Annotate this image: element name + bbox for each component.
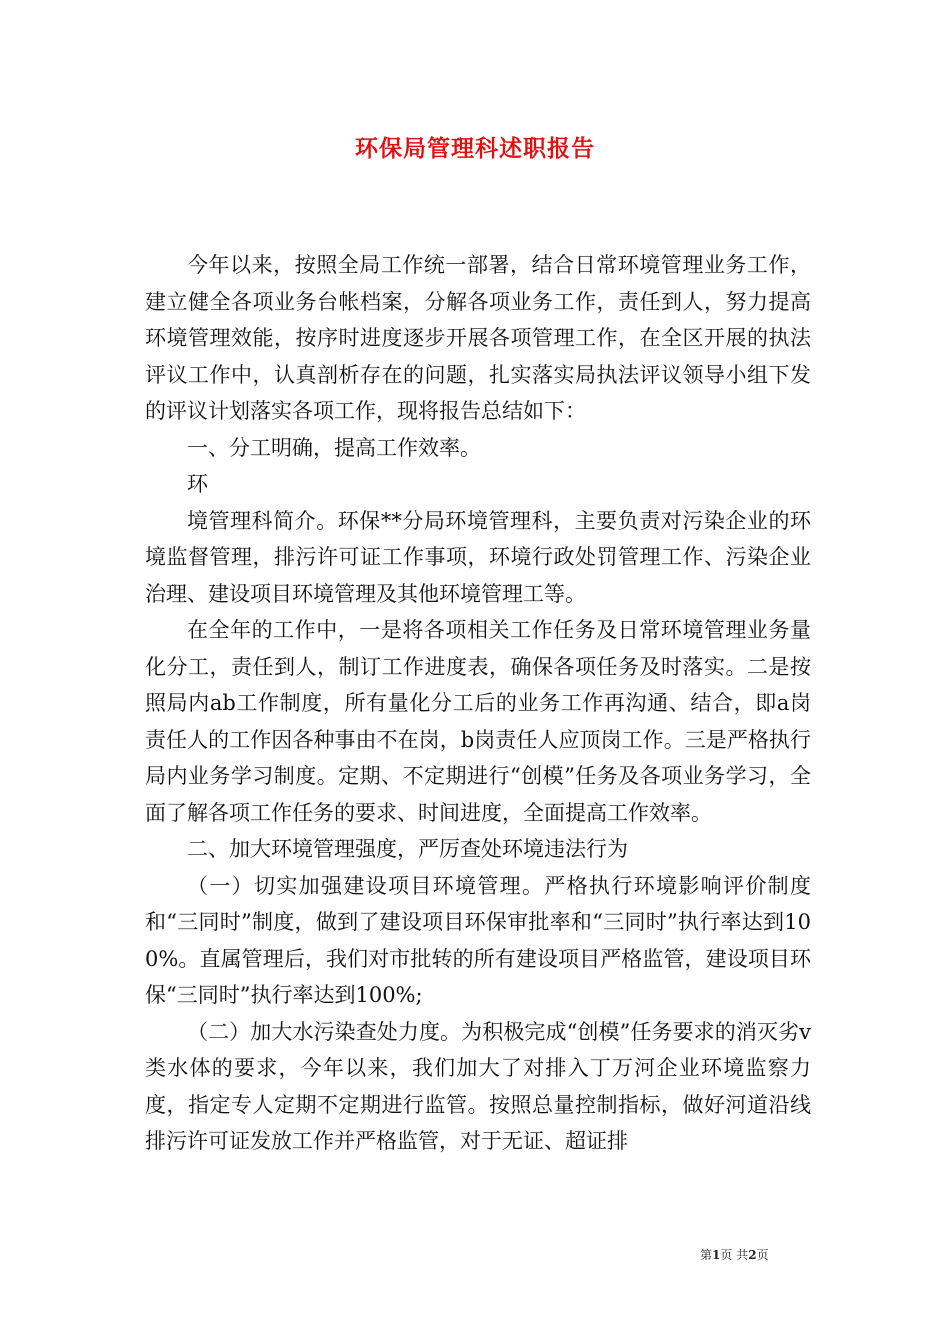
footer-prefix: 第 <box>700 1248 713 1262</box>
paragraph-department-intro: 境管理科简介。环保**分局环境管理科，主要负责对污染企业的环境监督管理，排污许可证工作事项，环境行政处罚管理工作、污染企业治理、建设项目环境管理及其他环境管理工等。 <box>145 508 811 606</box>
page-footer <box>700 1247 820 1263</box>
footer-middle: 页 共 <box>720 1248 749 1262</box>
document-title: 环保局管理科述职报告 <box>355 135 595 162</box>
paragraph-intro: 今年以来，按照全局工作统一部署，结合日常环境管理业务工作，建立健全各项业务台帐档案，分解各项业务工作，责任到人，努力提高环境管理效能，按序时进度逐步开展各项管理工作，在全区开展的执法评议工作中，认真剖析存在的问题，扎实落实局执法评议领导小组下发的评议计划落实各项工作，现将报告总结如下： <box>145 253 811 423</box>
document-body <box>145 247 811 1160</box>
footer-suffix: 页 <box>756 1248 769 1262</box>
paragraph-construction-projects: （一）切实加强建设项目环境管理。严格执行环境影响评价制度和“三同时”制度，做到了建设项目环保审批率和“三同时”执行率达到100%。直属管理后，我们对市批转的所有建设项目严格监管，建设项目环保“三同时”执行率达到100%; <box>145 873 811 1007</box>
total-page-number: 2 <box>748 1248 757 1262</box>
paragraph-fragment: 环 <box>187 472 208 496</box>
current-page-number: 1 <box>712 1248 721 1262</box>
heading-section-2: 二、加大环境管理强度，严厉查处环境违法行为 <box>187 837 628 861</box>
paragraph-water-pollution: （二）加大水污染查处力度。为积极完成“创模”任务要求的消灭劣v类水体的要求，今年以来，我们加大了对排入丁万河企业环境监察力度，指定专人定期不定期进行监管。按照总量控制指标，做好河道沿线排污许可证发放工作并严格监管，对于无证、超证排 <box>145 1019 811 1153</box>
heading-section-1: 一、分工明确，提高工作效率。 <box>187 435 481 460</box>
paragraph-work-division: 在全年的工作中，一是将各项相关工作任务及日常环境管理业务量化分工，责任到人，制订工作进度表，确保各项任务及时落实。二是按照局内ab工作制度，所有量化分工后的业务工作再沟通、结合，即a岗责任人的工作因各种事由不在岗，b岗责任人应顶岗工作。三是严格执行局内业务学习制度。定期、不定期进行“创模”任务及各项业务学习，全面了解各项工作任务的要求、时间进度，全面提高工作效率。 <box>145 618 811 825</box>
